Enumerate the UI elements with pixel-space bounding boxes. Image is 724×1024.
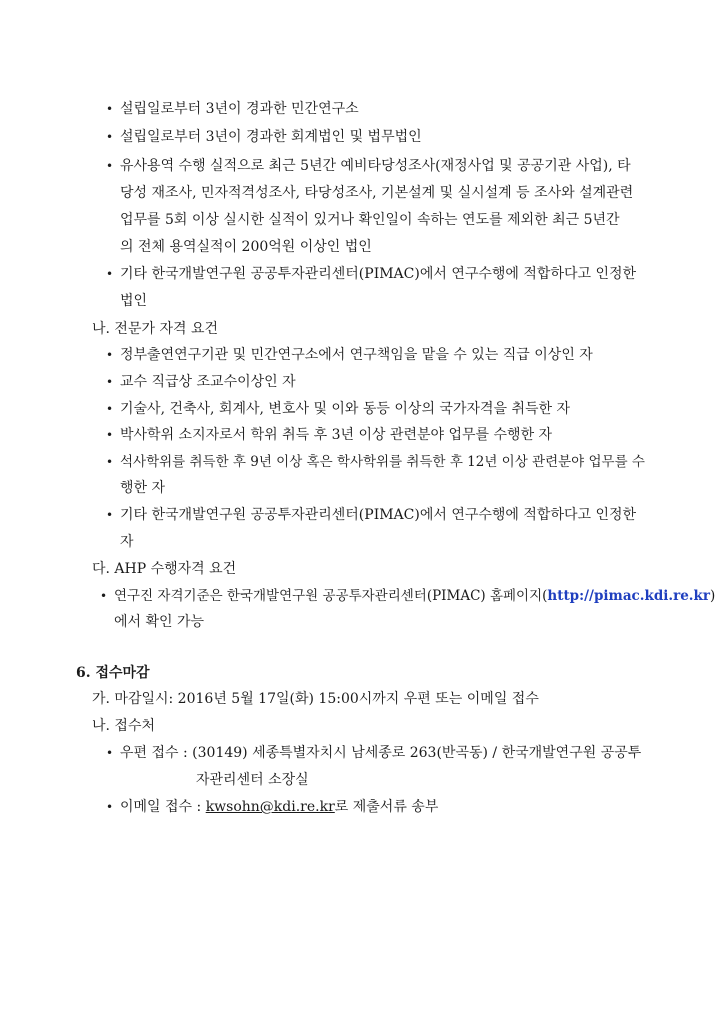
deadline-line: 가. 마감일시: 2016년 5월 17일(화) 15:00시까지 우편 또는 이메일 접수 bbox=[92, 691, 539, 707]
list-item: • 기타 한국개발연구원 공공투자관리센터(PIMAC)에서 연구수행에 적합하다고 인정한 bbox=[106, 266, 637, 282]
list-item-continuation: 의 전체 용역실적이 200억원 이상인 법인 bbox=[120, 239, 372, 255]
list-item: • 교수 직급상 조교수이상인 자 bbox=[106, 374, 296, 390]
email-link[interactable]: kwsohn@kdi.re.kr bbox=[205, 799, 335, 815]
bullet: • bbox=[106, 130, 114, 144]
bullet: • bbox=[106, 267, 114, 281]
list-item-continuation: 업무를 5회 이상 실시한 실적이 있거나 확인일이 속하는 연도를 제외한 최근 5년간 bbox=[120, 212, 620, 228]
list-item: • 기타 한국개발연구원 공공투자관리센터(PIMAC)에서 연구수행에 적합하다고 인정한 bbox=[106, 507, 637, 523]
list-item: • 석사학위를 취득한 후 9년 이상 혹은 학사학위를 취득한 후 12년 이상 관련분야 업무를 수 bbox=[106, 454, 645, 470]
list-item-continuation: 당성 재조사, 민자적격성조사, 타당성조사, 기본설계 및 실시설계 등 조사와 설계관련 bbox=[120, 185, 634, 201]
bullet: • bbox=[106, 508, 114, 522]
list-item: • 연구진 자격기준은 한국개발연구원 공공투자관리센터(PIMAC) 홈페이지(http://pimac.kdi.re.kr) bbox=[100, 588, 716, 604]
bullet: • bbox=[106, 746, 114, 760]
list-item: • 우편 접수 : (30149) 세종특별자치시 남세종로 263(반곡동) / 한국개발연구원 공공투 bbox=[106, 745, 642, 761]
list-item: • 이메일 접수 : kwsohn@kdi.re.kr로 제출서류 송부 bbox=[106, 799, 439, 815]
bullet: • bbox=[106, 348, 114, 362]
list-item: • 설립일로부터 3년이 경과한 회계법인 및 법무법인 bbox=[106, 129, 422, 145]
subsection-heading: 나. 전문가 자격 요건 bbox=[92, 321, 218, 337]
bullet: • bbox=[106, 375, 114, 389]
list-item: • 설립일로부터 3년이 경과한 민간연구소 bbox=[106, 101, 359, 117]
bullet: • bbox=[106, 159, 114, 173]
section-heading: 6. 접수마감 bbox=[76, 665, 150, 681]
bullet: • bbox=[106, 455, 114, 469]
subsection-heading: 나. 접수처 bbox=[92, 718, 155, 734]
list-item-continuation: 법인 bbox=[120, 293, 148, 309]
bullet: • bbox=[106, 428, 114, 442]
list-item-continuation: 행한 자 bbox=[120, 480, 166, 496]
list-item-continuation: 에서 확인 가능 bbox=[114, 614, 205, 630]
bullet: • bbox=[106, 800, 114, 814]
bullet: • bbox=[106, 402, 114, 416]
pimac-website-link[interactable]: http://pimac.kdi.re.kr bbox=[547, 588, 710, 604]
subsection-heading: 다. AHP 수행자격 요건 bbox=[92, 561, 237, 577]
list-item-continuation: 자 bbox=[120, 534, 134, 550]
list-item-continuation: 자관리센터 소장실 bbox=[196, 772, 309, 788]
list-item: • 박사학위 소지자로서 학위 취득 후 3년 이상 관련분야 업무를 수행한 자 bbox=[106, 427, 553, 443]
bullet: • bbox=[100, 589, 108, 603]
bullet: • bbox=[106, 102, 114, 116]
list-item: • 정부출연연구기관 및 민간연구소에서 연구책임을 맡을 수 있는 직급 이상인 자 bbox=[106, 347, 593, 363]
list-item: • 기술사, 건축사, 회계사, 변호사 및 이와 동등 이상의 국가자격을 취득한 자 bbox=[106, 401, 571, 417]
list-item: • 유사용역 수행 실적으로 최근 5년간 예비타당성조사(재정사업 및 공공기관 사업), 타 bbox=[106, 158, 631, 174]
